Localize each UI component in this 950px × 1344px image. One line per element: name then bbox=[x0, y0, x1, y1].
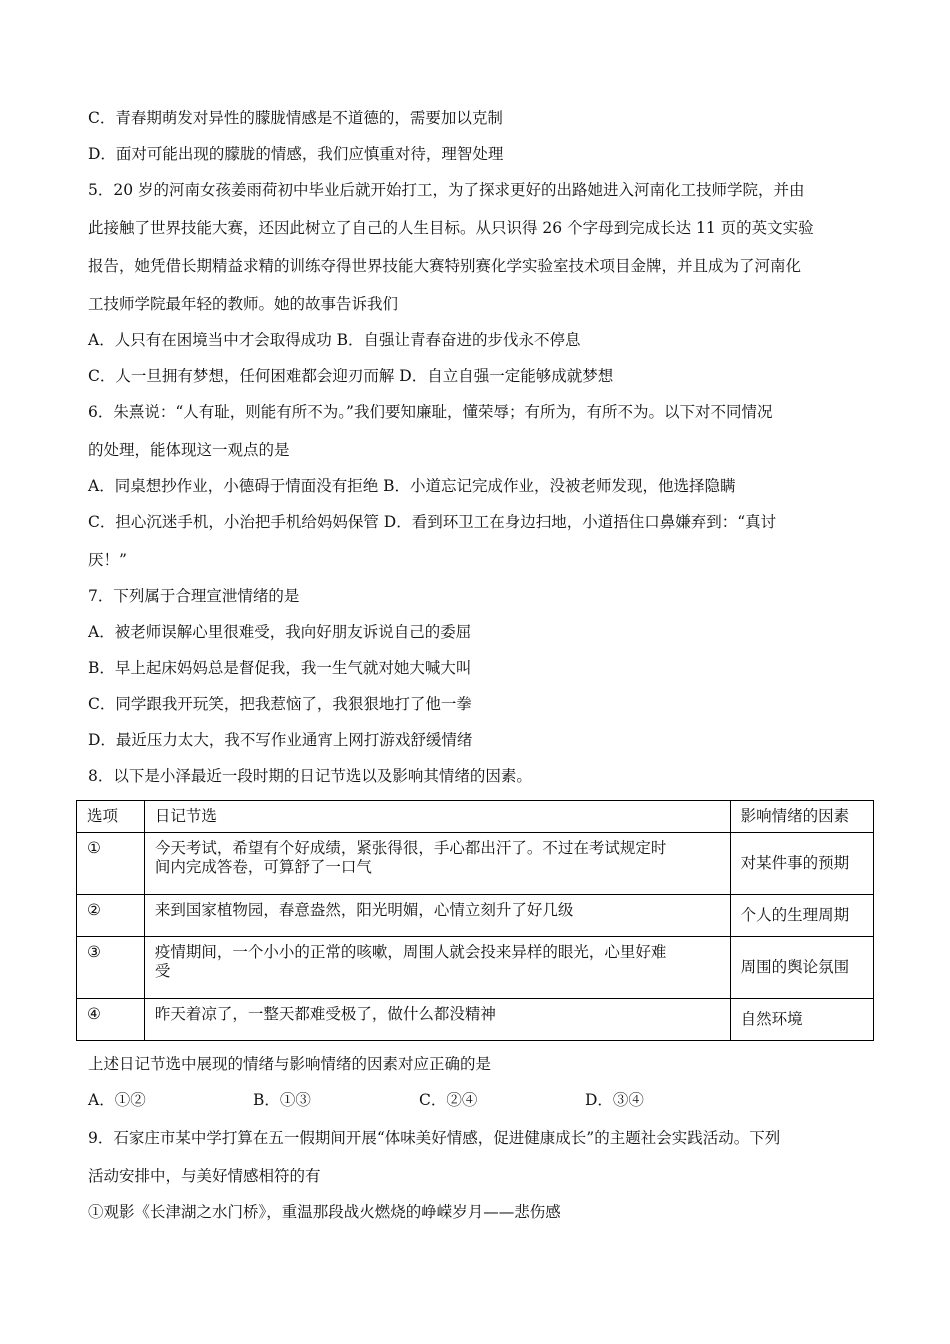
q6-options-row-2-line-1: C．担心沉迷手机，小治把手机给妈妈保管 D．看到环卫工在身边扫地，小道捂住口鼻嫌弃到：“真讨 bbox=[88, 513, 777, 531]
row-option: ② bbox=[77, 895, 145, 937]
q7-option-c: C．同学跟我开玩笑，把我惹恼了，我狠狠地打了他一拳 bbox=[88, 695, 472, 713]
excerpt-line: 来到国家植物园，春意盎然，阳光明媚，心情立刻升了好几级 bbox=[154, 901, 574, 919]
q6-stem-line-2: 的处理，能体现这一观点的是 bbox=[88, 441, 290, 459]
row-factor: 周围的舆论氛围 bbox=[730, 937, 873, 999]
row-option: ① bbox=[77, 833, 145, 895]
q8-option-a: A．①② bbox=[88, 1091, 146, 1109]
exam-page bbox=[88, 108, 878, 786]
q7-option-b: B．早上起床妈妈总是督促我，我一生气就对她大喊大叫 bbox=[88, 659, 472, 677]
table-header-row bbox=[77, 801, 874, 833]
excerpt-line: 昨天着凉了，一整天都难受极了，做什么都没精神 bbox=[154, 1005, 496, 1023]
q6-options-row-2-line-2: 厌！” bbox=[88, 551, 127, 569]
diary-table bbox=[76, 800, 874, 1041]
excerpt-line: 疫情期间，一个小小的正常的咳嗽，周围人就会投来异样的眼光，心里好难 bbox=[154, 943, 667, 961]
row-factor: 自然环境 bbox=[730, 999, 873, 1041]
q9-stem-line-2: 活动安排中，与美好情感相符的有 bbox=[88, 1167, 321, 1185]
q9-stem-line-1: 9．石家庄市某中学打算在五一假期间开展“体味美好情感，促进健康成长”的主题社会实践活动。下列 bbox=[88, 1129, 781, 1147]
q4-option-d: D．面对可能出现的朦胧的情感，我们应慎重对待，理智处理 bbox=[88, 145, 504, 163]
row-option: ③ bbox=[77, 937, 145, 999]
row-excerpt bbox=[144, 833, 730, 895]
q9-item-1: ①观影《长津湖之水门桥》，重温那段战火燃烧的峥嵘岁月——悲伤感 bbox=[88, 1203, 561, 1221]
q5-stem-line-3: 报告，她凭借长期精益求精的训练夺得世界技能大赛特别赛化学实验室技术项目金牌，并且成为了河南化 bbox=[88, 257, 802, 275]
q5-stem-line-2: 此接触了世界技能大赛，还因此树立了自己的人生目标。从只识得 26 个字母到完成长达 11 页的英文实验 bbox=[88, 219, 814, 237]
row-excerpt bbox=[144, 895, 730, 937]
row-excerpt bbox=[144, 937, 730, 999]
q8-option-b: B．①③ bbox=[253, 1091, 311, 1109]
q8-options bbox=[88, 1090, 878, 1110]
q8-question: 上述日记节选中展现的情绪与影响情绪的因素对应正确的是 bbox=[88, 1055, 492, 1073]
q5-stem-line-1: 5．20 岁的河南女孩姜雨荷初中毕业后就开始打工，为了探求更好的出路她进入河南化工技师学院，并由 bbox=[88, 181, 805, 199]
q6-options-row-1: A．同桌想抄作业，小德碍于情面没有拒绝 B．小道忘记完成作业，没被老师发现，他选择隐瞒 bbox=[88, 477, 736, 495]
row-factor: 个人的生理周期 bbox=[730, 895, 873, 937]
table-row bbox=[77, 999, 874, 1041]
q5-stem-line-4: 工技师学院最年轻的教师。她的故事告诉我们 bbox=[88, 295, 399, 313]
table-row bbox=[77, 833, 874, 895]
q7-option-a: A．被老师误解心里很难受，我向好朋友诉说自己的委屈 bbox=[88, 623, 472, 641]
table-row bbox=[77, 937, 874, 999]
q8-option-c: C．②④ bbox=[419, 1091, 478, 1109]
header-factor: 影响情绪的因素 bbox=[730, 801, 873, 833]
q6-stem-line-1: 6．朱熹说：“人有耻，则能有所不为。”我们要知廉耻，懂荣辱；有所为，有所不为。以下对不同情况 bbox=[88, 403, 773, 421]
header-excerpt: 日记节选 bbox=[144, 801, 730, 833]
after-table-section bbox=[88, 1054, 878, 1222]
q8-stem: 8．以下是小泽最近一段时期的日记节选以及影响其情绪的因素。 bbox=[88, 767, 532, 785]
q8-option-d: D．③④ bbox=[585, 1091, 644, 1109]
row-option: ④ bbox=[77, 999, 145, 1041]
row-factor: 对某件事的预期 bbox=[730, 833, 873, 895]
row-excerpt bbox=[144, 999, 730, 1041]
header-option: 选项 bbox=[77, 801, 145, 833]
q4-option-c: C．青春期萌发对异性的朦胧情感是不道德的，需要加以克制 bbox=[88, 109, 503, 127]
table-row bbox=[77, 895, 874, 937]
q5-options-row-2: C．人一旦拥有梦想，任何困难都会迎刃而解 D．自立自强一定能够成就梦想 bbox=[88, 367, 614, 385]
q5-options-row-1: A．人只有在困境当中才会取得成功 B．自强让青春奋进的步伐永不停息 bbox=[88, 331, 581, 349]
excerpt-line: 受 bbox=[154, 962, 171, 980]
q7-stem: 7．下列属于合理宣泄情绪的是 bbox=[88, 587, 300, 605]
q7-option-d: D．最近压力太大，我不写作业通宵上网打游戏舒缓情绪 bbox=[88, 731, 473, 749]
excerpt-line: 间内完成答卷，可算舒了一口气 bbox=[154, 858, 372, 876]
excerpt-line: 今天考试，希望有个好成绩，紧张得很，手心都出汗了。不过在考试规定时 bbox=[154, 839, 667, 857]
